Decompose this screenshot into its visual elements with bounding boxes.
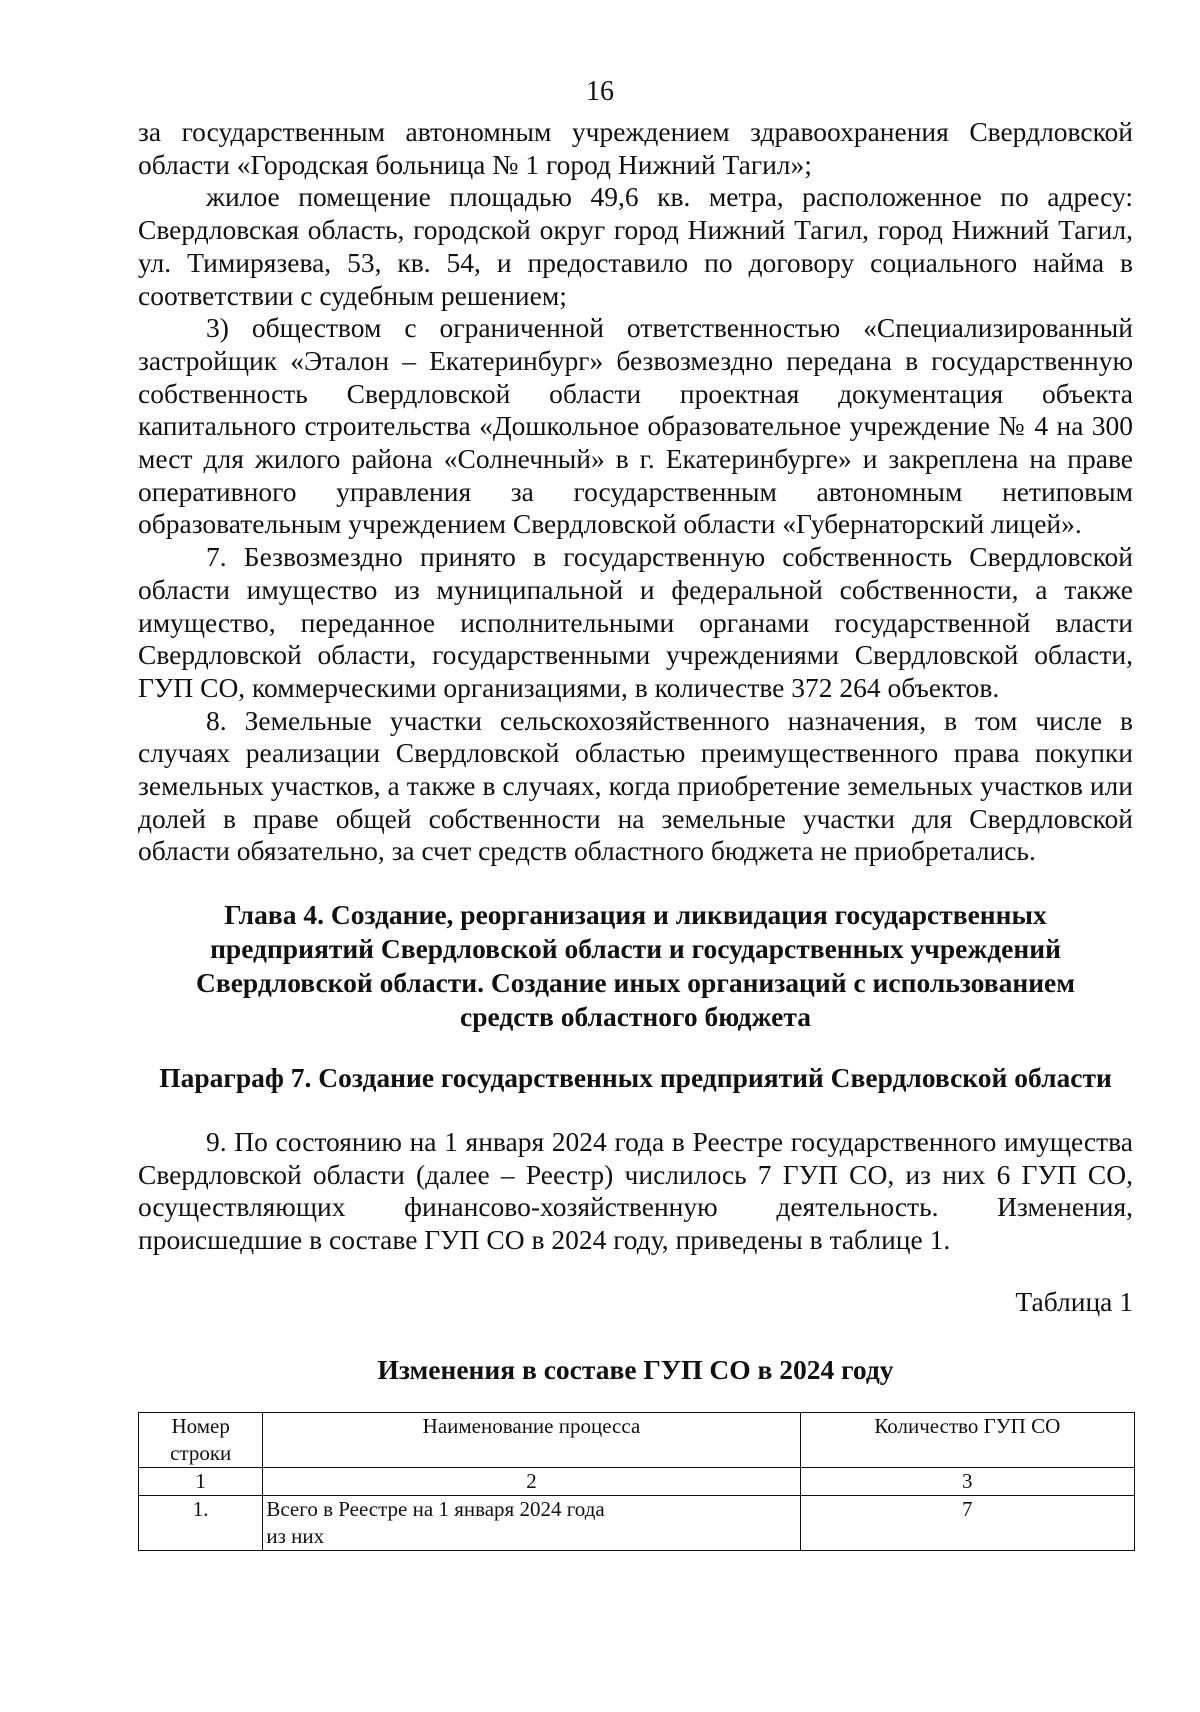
body-paragraph: 9. По состоянию на 1 января 2024 года в Реестре государственного имущества Свердловской области (далее – Реестр) числилось 7 ГУП СО, из них 6 ГУП СО, осуществляющих финансово-хозяйственную деятельность. Изменения, происшедшие в составе ГУП СО в 2024 году, приведены в таблице 1. bbox=[138, 1126, 1133, 1256]
header-row-number-line: Номер bbox=[171, 1414, 230, 1438]
chapter-heading-line: Свердловской области. Создание иных организаций с использованием bbox=[196, 967, 1075, 998]
header-count: Количество ГУП СО bbox=[800, 1413, 1134, 1468]
column-number: 2 bbox=[263, 1468, 800, 1496]
table-column-number-row bbox=[139, 1468, 1135, 1496]
body-text-section-2 bbox=[138, 1126, 1133, 1257]
header-row-number-line: строки bbox=[170, 1441, 232, 1465]
body-paragraph: 8. Земельные участки сельскохозяйственного назначения, в том числе в случаях реализации Свердловской областью преимущественного права покупки земельных участков, а также в случаях, когда приобретение земельных участков или долей в праве общей собственности на земельные участки для Свердловской области обязательно, за счет средств областного бюджета не приобретались. bbox=[138, 704, 1133, 867]
body-paragraph: жилое помещение площадью 49,6 кв. метра, расположенное по адресу: Свердловская область, городской округ город Нижний Тагил, город Нижний Тагил, ул. Тимирязева, 53, кв. 54, и предоставило по договору социального найма в соответствии с судебным решением; bbox=[138, 181, 1133, 311]
header-process-name: Наименование процесса bbox=[263, 1413, 800, 1468]
changes-table bbox=[138, 1412, 1135, 1551]
process-name-line: из них bbox=[266, 1524, 325, 1548]
body-paragraph: 3) обществом с ограниченной ответственностью «Специализированный застройщик «Эталон – Екатеринбург» безвозмездно передана в государственную собственность Свердловской области проектная документация объекта капитального строительства «Дошкольное образовательное учреждение № 4 на 300 мест для жилого района «Солнечный» в г. Екатеринбурге» и закреплена на праве оперативного управления за государственным автономным нетиповым образовательным учреждением Свердловской области «Губернаторский лицей». bbox=[138, 312, 1133, 540]
row-number-cell: 1. bbox=[139, 1496, 263, 1551]
process-name-line: Всего в Реестре на 1 января 2024 года bbox=[266, 1497, 605, 1521]
column-number: 3 bbox=[800, 1468, 1134, 1496]
chapter-heading bbox=[138, 898, 1133, 1034]
column-number: 1 bbox=[139, 1468, 263, 1496]
paragraph-heading: Параграф 7. Создание государственных предприятий Свердловской области bbox=[159, 1062, 1112, 1093]
table-title: Изменения в составе ГУП СО в 2024 году bbox=[377, 1354, 894, 1385]
chapter-heading-line: средств областного бюджета bbox=[460, 1001, 811, 1032]
header-row-number bbox=[139, 1413, 263, 1468]
chapter-heading-line: Глава 4. Создание, реорганизация и ликвидация государственных bbox=[224, 899, 1047, 930]
body-paragraph: за государственным автономным учреждением здравоохранения Свердловской области «Городская больница № 1 город Нижний Тагил»; bbox=[138, 116, 1133, 180]
page-number: 16 bbox=[586, 76, 614, 107]
process-name-cell bbox=[263, 1496, 800, 1551]
table-row bbox=[139, 1496, 1135, 1551]
table-caption: Таблица 1 bbox=[1015, 1286, 1133, 1317]
table-header-row bbox=[139, 1413, 1135, 1468]
chapter-heading-line: предприятий Свердловской области и государственных учреждений bbox=[210, 933, 1061, 964]
count-cell: 7 bbox=[800, 1496, 1134, 1551]
body-paragraph: 7. Безвозмездно принято в государственную собственность Свердловской области имущество из муниципальной и федеральной собственности, а также имущество, переданное исполнительными органами государственной власти Свердловской области, государственными учреждениями Свердловской области, ГУП СО, коммерческими организациями, в количестве 372 264 объектов. bbox=[138, 541, 1133, 703]
body-text-section bbox=[138, 116, 1133, 868]
